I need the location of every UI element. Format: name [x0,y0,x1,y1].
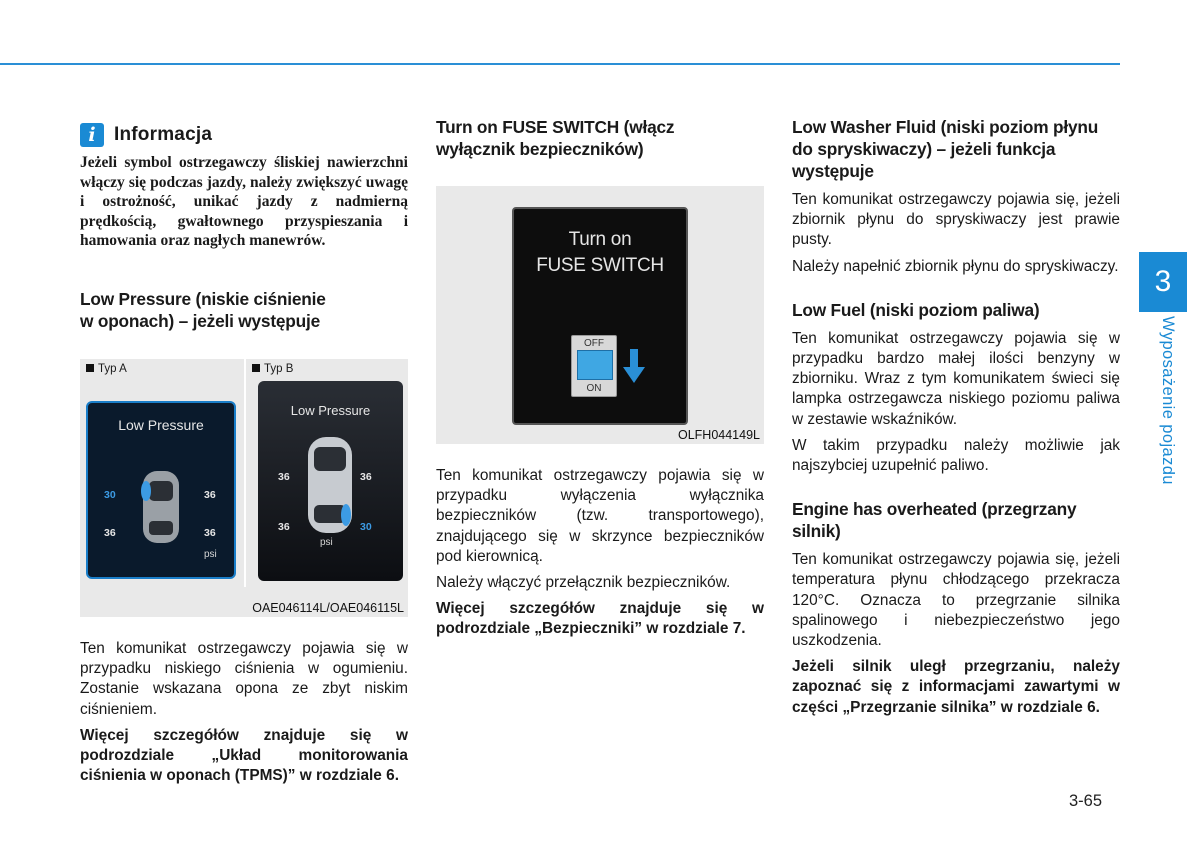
heading-line: silnik) [792,521,841,542]
low-pressure-note: Więcej szczegółów znajduje się w podrozdziale „Układ monitorowania ciśnienia w oponach (TPMS)” w rozdziale 6. [80,726,408,785]
heading-line: Engine has overheated (przegrzany [792,499,1077,520]
tire-rear-left: 36 [104,526,116,539]
arrow-down-icon [623,349,645,385]
fuse-switch-note: Więcej szczegółów znajduje się w podrozdziale „Bezpieczniki” w rozdziale 7. [436,600,764,638]
info-text: Jeżeli symbol ostrzegawczy śliskiej nawierzchni włączy się podczas jazdy, należy zwiększyć uwagę i ostrożność, unikać jazdy z nadmierną prędkością, gwałtownego przyspieszania i hamowania oraz nagłych manewrów. [80,154,408,250]
screen-title: Low Pressure [118,416,204,433]
washer-body: Należy napełnić zbiornik płynu do spryskiwaczy. [792,257,1119,275]
figure-code: OAE046114L/OAE046115L [252,600,404,615]
heading-line: Low Washer Fluid (niski poziom płynu [792,117,1099,137]
unit-label: psi [320,536,333,548]
info-header [80,123,408,147]
tire-front-right: 36 [204,488,216,501]
type-a-label: Typ A [86,363,127,375]
washer-heading [792,116,1120,182]
screen-line: FUSE SWITCH [536,255,664,276]
overheat-note: Jeżeli silnik uległ przegrzaniu, należy zapoznać się z informacjami zawartymi w części „Przegrzanie silnika” w rozdziale 6. [792,658,1120,716]
tire-rear-right: 36 [204,526,216,539]
tpms-screen-type-a [86,401,236,579]
tire-front-left: 36 [278,470,290,483]
fuse-switch-heading [436,116,764,160]
info-title: Informacja [114,124,213,145]
column-right [792,116,1120,724]
overheat-body: Ten komunikat ostrzegawczy pojawia się, jeżeli temperatura płynu chłodzącego przekracza 120°C. Oznacza to przegrzanie silnika spalinowego i niebezpieczeństwo jego uszkodzenia. [792,551,1120,650]
page-number: 3-65 [1069,792,1103,810]
fuse-switch-screen [512,207,688,425]
figure-code: OLFH044149L [677,428,760,442]
tire-rear-right: 30 [360,520,372,533]
tpms-screen-type-b [258,381,403,581]
fuse-switch-graphic [571,335,617,397]
overheat-heading [792,498,1120,542]
heading-line: wyłącznik bezpieczników) [436,139,644,159]
tire-front-left: 30 [104,488,116,501]
off-label: OFF [584,338,604,349]
washer-body: Ten komunikat ostrzegawczy pojawia się, jeżeli zbiornik płynu do spryskiwaczy jest prawie pusty. [792,191,1120,249]
figure-divider [244,359,246,587]
heading-line: Turn on FUSE SWITCH (włącz [436,117,675,137]
heading-line: do spryskiwaczy) – jeżeli funkcja [792,139,1056,159]
low-pressure-heading [80,288,408,332]
fuel-body: W takim przypadku należy możliwie jak najszybciej uzupełnić paliwo. [792,436,1120,475]
fuse-switch-body: Ten komunikat ostrzegawczy pojawia się w przypadku wyłączenia wyłącznika bezpieczników (tzw. transportowego), znajdującego się w skrzynce bezpieczników pod kierownicą. [436,467,764,565]
fuse-switch-figure [436,186,764,444]
tire-front-right: 36 [360,470,372,483]
heading-line: występuje [792,161,874,181]
column-middle [436,116,764,646]
screen-line: Turn on [568,229,632,250]
low-pressure-body: Ten komunikat ostrzegawczy pojawia się w przypadku niskiego ciśnienia w ogumieniu. Zostanie wskazana opona ze zbyt niskim ciśnieniem. [80,639,408,718]
on-label: ON [586,383,602,394]
heading-line: Low Pressure (niskie ciśnienie [80,288,326,309]
fuel-body: Ten komunikat ostrzegawczy pojawia się w przypadku bardzo małej ilości benzyny w zbiorniku. Wraz z tym komunikatem świeci się lampka ostrzegawcza niskiego poziomu paliwa w zestawie wskaźników. [792,329,1120,428]
info-icon: i [80,123,104,147]
top-rule [0,63,1120,65]
type-b-label: Typ B [252,363,293,375]
column-left [80,116,408,792]
fuel-heading: Low Fuel (niski poziom paliwa) [792,299,1040,320]
heading-line: w oponach) – jeżeli występuje [80,310,321,331]
unit-label: psi [204,548,217,560]
screen-title: Low Pressure [290,402,371,418]
fuse-switch-body: Należy włączyć przełącznik bezpieczników. [436,574,731,592]
tpms-figure [80,359,408,617]
chapter-tab: 3 [1139,252,1187,312]
switch-knob [577,350,613,380]
tire-rear-left: 36 [278,520,290,533]
chapter-label: Wyposażenie pojazdu [1159,316,1177,485]
